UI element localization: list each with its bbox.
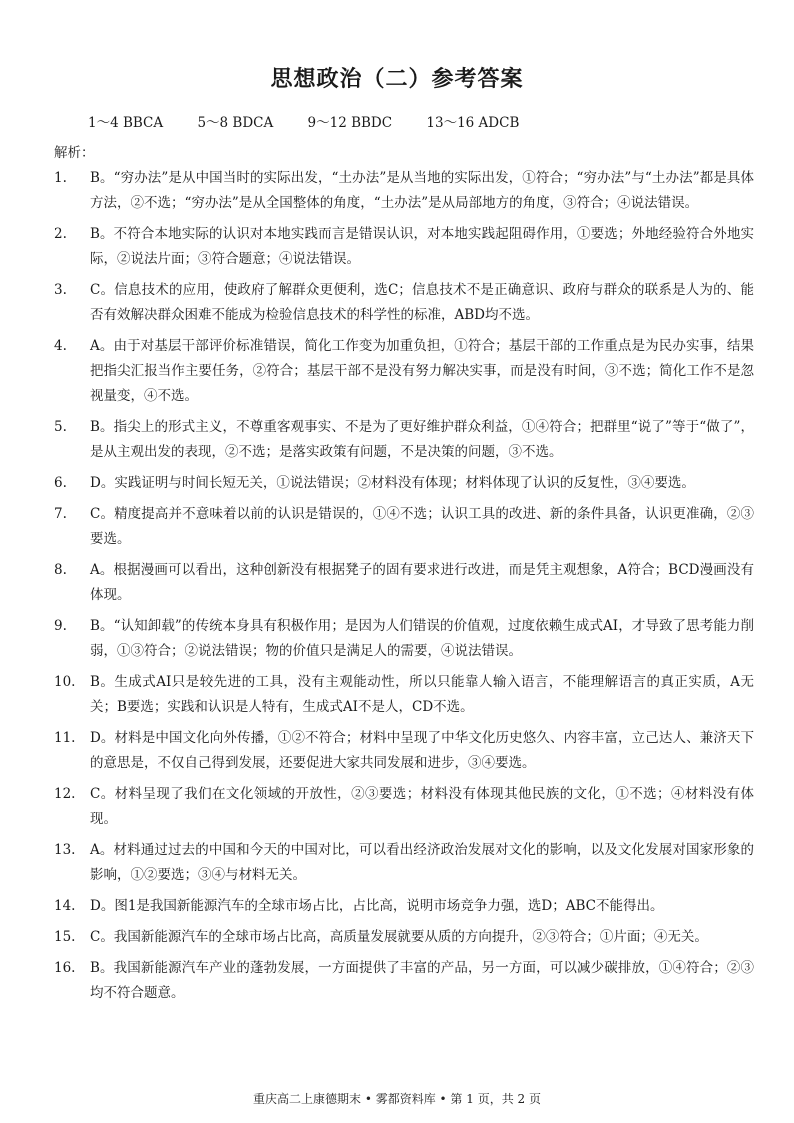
answer-group-1: 1～4 BBCA xyxy=(88,115,164,131)
item-number: 14. xyxy=(54,898,76,914)
page-title: 思想政治（二）参考答案 xyxy=(270,67,524,92)
item-text: B。“穷办法”是从中国当时的实际出发，“土办法”是从当地的实际出发，①符合；“穷办法”与“土办法”都是具体方法，②不选；“穷办法”是从全国整体的角度，“土办法”是从局部地方的角度，③符合；④说法错误。 xyxy=(90,170,754,211)
item-text: D。材料是中国文化向外传播，①②不符合；材料中呈现了中华文化历史悠久、内容丰富，立己达人、兼济天下的意思是，不仅自己得到发展，还要促进大家共同发展和进步，③④要选。 xyxy=(90,730,754,771)
analysis-item xyxy=(54,894,754,919)
item-text: A。根据漫画可以看出，这种创新没有根据凳子的固有要求进行改进，而是凭主观想象，A符合；BCD漫画没有体现。 xyxy=(90,562,754,603)
analysis-item xyxy=(54,838,754,888)
analysis-item xyxy=(54,956,754,1006)
item-number: 2. xyxy=(54,226,67,242)
item-number: 4. xyxy=(54,338,67,354)
analysis-item xyxy=(54,925,754,950)
item-number: 3. xyxy=(54,282,67,298)
item-number: 1. xyxy=(54,170,67,186)
item-number: 8. xyxy=(54,562,67,578)
answer-group-3: 9～12 BBDC xyxy=(307,115,393,131)
analysis-item xyxy=(54,614,754,664)
answer-key-row xyxy=(88,111,549,131)
analysis-list xyxy=(54,166,754,1012)
item-text: C。信息技术的应用，使政府了解群众更便利，选C；信息技术不是正确意识、政府与群众的联系是人为的、能否有效解决群众困难不能成为检验信息技术的科学性的标准，ABD均不选。 xyxy=(90,282,754,323)
item-text: D。图1是我国新能源汽车的全球市场占比，占比高，说明市场竞争力强，选D；ABC不能得出。 xyxy=(90,898,664,914)
item-text: D。实践证明与时间长短无关，①说法错误；②材料没有体现；材料体现了认识的反复性，③④要选。 xyxy=(90,475,695,491)
item-number: 15. xyxy=(54,929,76,945)
item-number: 6. xyxy=(54,475,67,491)
answer-group-4: 13～16 ADCB xyxy=(426,115,520,131)
item-number: 10. xyxy=(54,674,76,690)
analysis-item xyxy=(54,166,754,216)
page-footer: 重庆高二上康德期末 • 雾都资料库 • 第 1 页，共 2 页 xyxy=(253,1092,541,1106)
item-number: 9. xyxy=(54,618,67,634)
analysis-item xyxy=(54,726,754,776)
analysis-item xyxy=(54,471,754,496)
analysis-item xyxy=(54,222,754,272)
analysis-item xyxy=(54,278,754,328)
analysis-item xyxy=(54,670,754,720)
item-number: 11. xyxy=(54,730,76,746)
item-text: B。我国新能源汽车产业的蓬勃发展，一方面提供了丰富的产品，另一方面，可以减少碳排放，①④符合；②③均不符合题意。 xyxy=(90,960,754,1001)
item-number: 16. xyxy=(54,960,76,976)
item-text: C。精度提高并不意味着以前的认识是错误的，①④不选；认识工具的改进、新的条件具备，认识更准确，②③要选。 xyxy=(90,506,754,547)
item-number: 13. xyxy=(54,842,76,858)
analysis-item xyxy=(54,415,754,465)
item-text: B。指尖上的形式主义，不尊重客观事实、不是为了更好维护群众利益，①④符合；把群里“说了”等于“做了”，是从主观出发的表现，②不选；是落实政策有问题，不是决策的问题，③不选。 xyxy=(90,419,754,460)
item-text: C。我国新能源汽车的全球市场占比高，高质量发展就要从质的方向提升，②③符合；①片面；④无关。 xyxy=(90,929,708,945)
item-number: 5. xyxy=(54,419,67,435)
item-text: A。由于对基层干部评价标准错误，简化工作变为加重负担，①符合；基层干部的工作重点是为民办实事，结果把指尖汇报当作主要任务，②符合；基层干部不是没有努力解决实事，而是没有时间，③不选；简化工作不是忽视量变，④不选。 xyxy=(90,338,754,404)
analysis-item xyxy=(54,558,754,608)
analysis-item xyxy=(54,782,754,832)
analysis-label: 解析： xyxy=(54,145,95,161)
item-number: 7. xyxy=(54,506,67,522)
item-text: B。不符合本地实际的认识对本地实践而言是错误认识，对本地实践起阻碍作用，①要选；外地经验符合外地实际，②说法片面；③符合题意；④说法错误。 xyxy=(90,226,754,267)
item-text: C。材料呈现了我们在文化领域的开放性，②③要选；材料没有体现其他民族的文化，①不选；④材料没有体现。 xyxy=(90,786,754,827)
item-text: B。“认知卸载”的传统本身具有积极作用；是因为人们错误的价值观，过度依赖生成式AI，才导致了思考能力削弱，①③符合；②说法错误；物的价值只是满足人的需要，④说法错误。 xyxy=(90,618,754,659)
analysis-item xyxy=(54,334,754,409)
item-text: B。生成式AI只是较先进的工具，没有主观能动性，所以只能靠人输入语言，不能理解语言的真正实质，A无关；B要选；实践和认识是人特有，生成式AI不是人，CD不选。 xyxy=(90,674,754,715)
item-number: 12. xyxy=(54,786,76,802)
item-text: A。材料通过过去的中国和今天的中国对比，可以看出经济政治发展对文化的影响，以及文化发展对国家形象的影响，①②要选；③④与材料无关。 xyxy=(90,842,754,883)
answer-group-2: 5～8 BDCA xyxy=(197,115,274,131)
analysis-item xyxy=(54,502,754,552)
